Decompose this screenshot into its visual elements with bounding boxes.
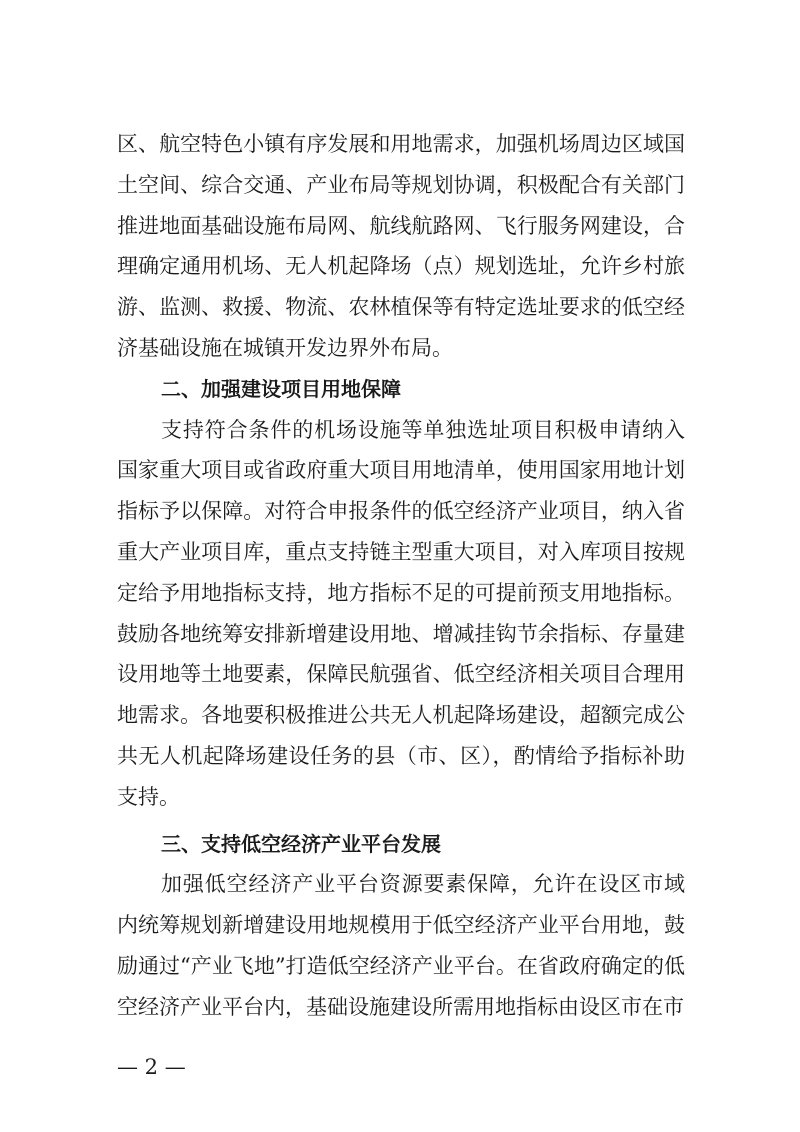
paragraph-section-2: 支持符合条件的机场设施等单独选址项目积极申请纳入国家重大项目或省政府重大项目用地清单，使用国家用地计划指标予以保障。对符合申报条件的低空经济产业项目，纳入省重大产业项目库，重点支持链主型重大项目，对入库项目按规定给予用地指标支持，地方指标不足的可提前预支用地指标。鼓励各地统筹安排新增建设用地、增减挂钩节余指标、存量建设用地等土地要素，保障民航强省、低空经济相关项目合理用地需求。各地要积极推进公共无人机起降场建设，超额完成公共无人机起降场建设任务的县（市、区），酌情给予指标补助支持。 — [117, 417, 685, 809]
paragraph-section-3: 加强低空经济产业平台资源要素保障，允许在设区市域内统筹规划新增建设用地规模用于低空经济产业平台用地，鼓励通过“产业飞地”打造低空经济产业平台。在省政府确定的低空经济产业平台内，基础设施建设所需用地指标由设区市在市 — [117, 872, 685, 1019]
section-heading-3: 三、支持低空经济产业平台发展 — [161, 831, 441, 856]
paragraph-intro: 区、航空特色小镇有序发展和用地需求，加强机场周边区域国土空间、综合交通、产业布局等规划协调，积极配合有关部门推进地面基础设施布局网、航线航路网、飞行服务网建设，合理确定通用机场、无人机起降场（点）规划选址，允许乡村旅游、监测、救援、物流、农林植保等有特定选址要求的低空经济基础设施在城镇开发边界外布局。 — [117, 132, 685, 360]
section-heading-2: 二、加强建设项目用地保障 — [161, 376, 401, 401]
page-body — [117, 124, 685, 1028]
page-number: — 2 — — [117, 1055, 186, 1079]
